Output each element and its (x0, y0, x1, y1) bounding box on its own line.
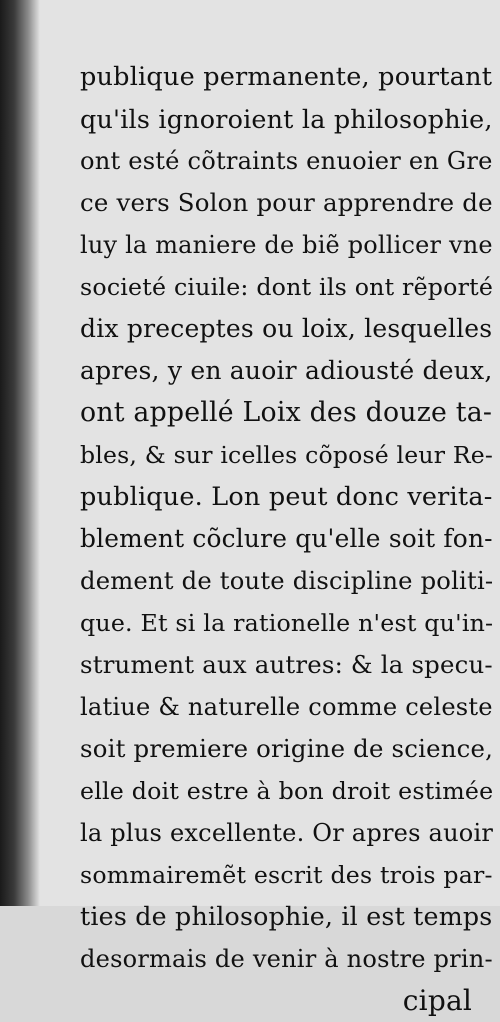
text-line: latiue & naturelle comme celeste (80, 693, 493, 721)
text-line: publique. Lon peut donc verita- (80, 482, 493, 512)
text-line: ties de philosophie, il est temps (80, 902, 493, 931)
text-block (80, 56, 492, 1022)
text-line: dix preceptes ou loix, lesquelles (80, 314, 493, 343)
text-line: ce vers Solon pour apprendre de (80, 188, 493, 217)
text-line: apres, y en auoir adiousté deux, (80, 356, 493, 385)
text-line: la plus excellente. Or apres auoir (80, 819, 494, 847)
text-line: soit premiere origine de science, (80, 734, 494, 763)
text-line: blement cõclure qu'elle soit fon- (80, 524, 493, 553)
binding-shadow (0, 0, 40, 906)
text-line: desormais de venir à nostre prin- (80, 945, 493, 973)
text-line: publique permanente, pourtant (80, 62, 493, 92)
text-line: luy la maniere de biẽ pollicer vne (80, 231, 493, 259)
text-line: societé ciuile: dont ils ont rẽporté (80, 273, 494, 301)
text-line: ont appellé Loix des douze ta- (80, 397, 493, 428)
text-line: sommairemẽt escrit des trois par- (80, 861, 493, 889)
text-line: dement de toute discipline politi- (80, 566, 494, 595)
text-line: bles, & sur icelles cõposé leur Re- (80, 441, 494, 469)
text-line: strument aux autres: & la specu- (80, 650, 493, 679)
text-line: elle doit estre à bon droit estimée (80, 777, 494, 805)
text-line: qu'ils ignoroient la philosophie, (80, 104, 493, 134)
text-line: ont esté cõtraints enuoier en Gre (80, 147, 493, 175)
text-line: que. Et si la rationelle n'est qu'in- (80, 609, 494, 637)
catchword: cipal (402, 984, 472, 1017)
